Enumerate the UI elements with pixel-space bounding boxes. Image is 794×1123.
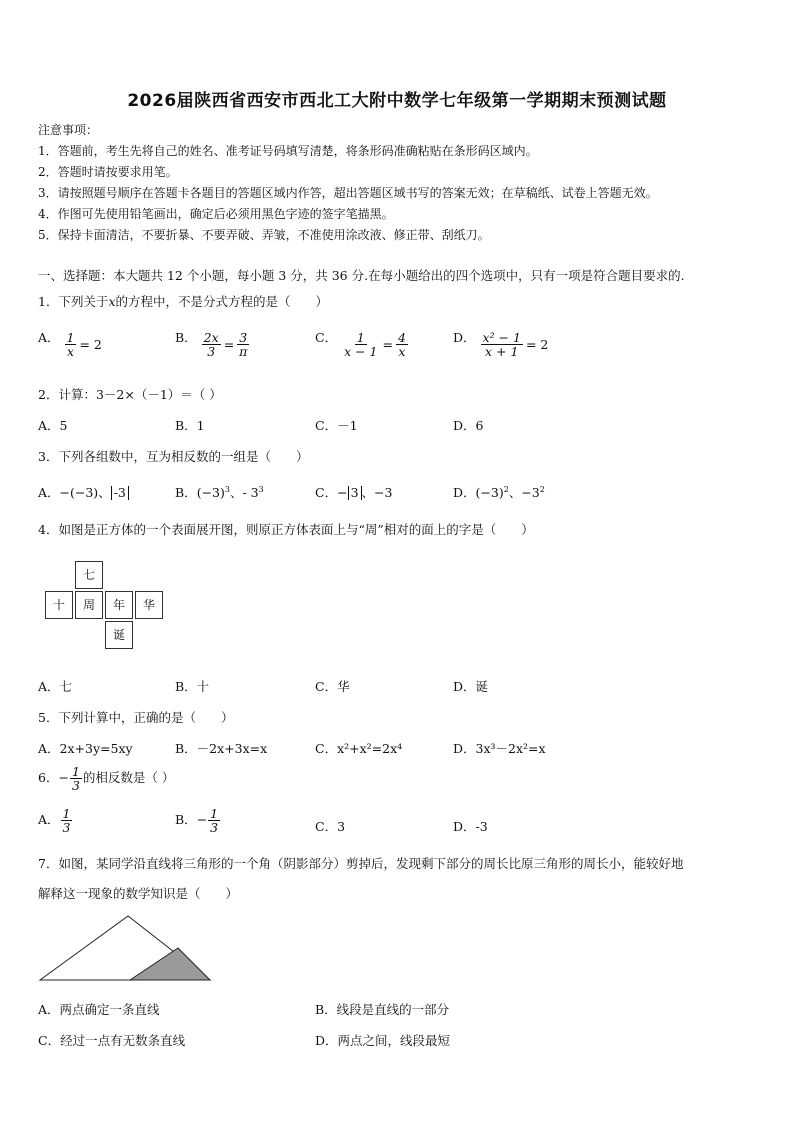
question-3-stem: 3．下列各组数中，互为相反数的一组是（ ）	[38, 449, 309, 464]
q7-option-c[interactable]: C．经过一点有无数条直线	[38, 1033, 186, 1048]
cube-net-figure	[45, 561, 165, 651]
section-heading: 一、选择题：本大题共 12 个小题，每小题 3 分，共 36 分.在每小题给出的四个选项中，只有一项是符合题目要求的.	[38, 268, 685, 283]
question-4-stem: 4．如图是正方体的一个表面展开图，则原正方体表面上与“周”相对的面上的字是（ ）	[38, 522, 534, 537]
q6-option-c[interactable]: C．3	[315, 819, 346, 834]
q5-option-b[interactable]: B．－2x+3x=x	[175, 741, 268, 756]
notice-item-1: 1．答题前，考生先将自己的姓名、准考证号码填写清楚，将条形码准确粘贴在条形码区域内。	[38, 144, 538, 158]
net-face-bottom: 诞	[105, 621, 133, 649]
q7-option-b[interactable]: B．线段是直线的一部分	[315, 1002, 450, 1017]
q3-option-d[interactable]: D．$(-3)^2$、$-3^2$	[453, 484, 545, 500]
q1-option-d[interactable]: D． $\frac{\text{x² − 1}}{x + 1}$ = 2	[453, 330, 549, 360]
net-face-right1: 年	[105, 591, 133, 619]
q6-option-d[interactable]: D．-3	[453, 819, 488, 834]
q2-option-c[interactable]: C．－1	[315, 418, 358, 433]
q3-option-b[interactable]: B．$(-3)^3$、- $3^3$	[175, 484, 264, 500]
question-7-stem-line2: 解释这一现象的数学知识是（ ）	[38, 886, 239, 901]
q4-option-c[interactable]: C．华	[315, 679, 350, 694]
question-7-stem-line1: 7．如图，某同学沿直线将三角形的一个角（阴影部分）剪掉后，发现剩下部分的周长比原三角形的周长小，能较好地	[38, 856, 684, 871]
q2-option-a[interactable]: A．5	[38, 418, 68, 433]
q1-option-c[interactable]: C． $\frac{1}{x - 1}$ = $\frac{4}{x}$	[315, 330, 406, 360]
q1-option-b[interactable]: B． $\frac{2x}{3}$ = $\frac{3}{\pi}$	[175, 330, 248, 360]
notice-item-5: 5．保持卡面清洁，不要折暴、不要弄破、弄皱，不准使用涂改液、修正带、刮纸刀。	[38, 228, 490, 242]
q4-option-d[interactable]: D．诞	[453, 679, 489, 694]
notice-item-4: 4．作图可先使用铅笔画出，确定后必须用黑色字迹的签字笔描黑。	[38, 207, 394, 221]
q7-option-a[interactable]: A．两点确定一条直线	[38, 1002, 160, 1017]
question-5-stem: 5．下列计算中，正确的是（ ）	[38, 710, 234, 725]
question-2-stem: 2．计算：3－2×（－1）＝（ ）	[38, 387, 222, 402]
q1-option-a[interactable]: A． $\frac{1}{x}$ = 2	[38, 330, 102, 360]
q4-option-a[interactable]: A．七	[38, 679, 73, 694]
net-face-left: 十	[45, 591, 73, 619]
net-face-center: 周	[75, 591, 103, 619]
question-6-stem: 6．− $\frac{1}{3}$ 的相反数是（ ）	[38, 764, 175, 794]
q3-option-c[interactable]: C．− 3 、−3	[315, 485, 393, 500]
notice-item-3: 3．请按照题号顺序在答题卡各题目的答题区域内作答，超出答题区域书写的答案无效；在草稿纸、试卷上答题无效。	[38, 186, 658, 200]
q6-option-b[interactable]: B．− $\frac{1}{3}$	[175, 806, 219, 836]
net-face-top: 七	[75, 561, 103, 589]
q2-option-b[interactable]: B．1	[175, 418, 205, 433]
q7-option-d[interactable]: D．两点之间，线段最短	[315, 1033, 451, 1048]
net-face-right2: 华	[135, 591, 163, 619]
q5-option-c[interactable]: C．x²+x²=2x⁴	[315, 741, 403, 756]
notice-item-2: 2．答题时请按要求用笔。	[38, 165, 178, 179]
triangle-figure	[38, 912, 214, 984]
q3-option-a[interactable]: A．−(−3)、 -3	[38, 483, 129, 501]
notice-heading: 注意事项：	[38, 123, 99, 137]
q6-option-a[interactable]: A． $\frac{1}{3}$	[38, 806, 71, 836]
page-title: 2026届陕西省西安市西北工大附中数学七年级第一学期期末预测试题	[127, 91, 667, 111]
q2-option-d[interactable]: D．6	[453, 418, 484, 433]
q4-option-b[interactable]: B．十	[175, 679, 210, 694]
q5-option-a[interactable]: A．2x+3y=5xy	[38, 741, 133, 756]
q5-option-d[interactable]: D．3x³－2x²=x	[453, 741, 546, 756]
question-1-stem: 1．下列关于x的方程中，不是分式方程的是（ ）	[38, 294, 329, 309]
